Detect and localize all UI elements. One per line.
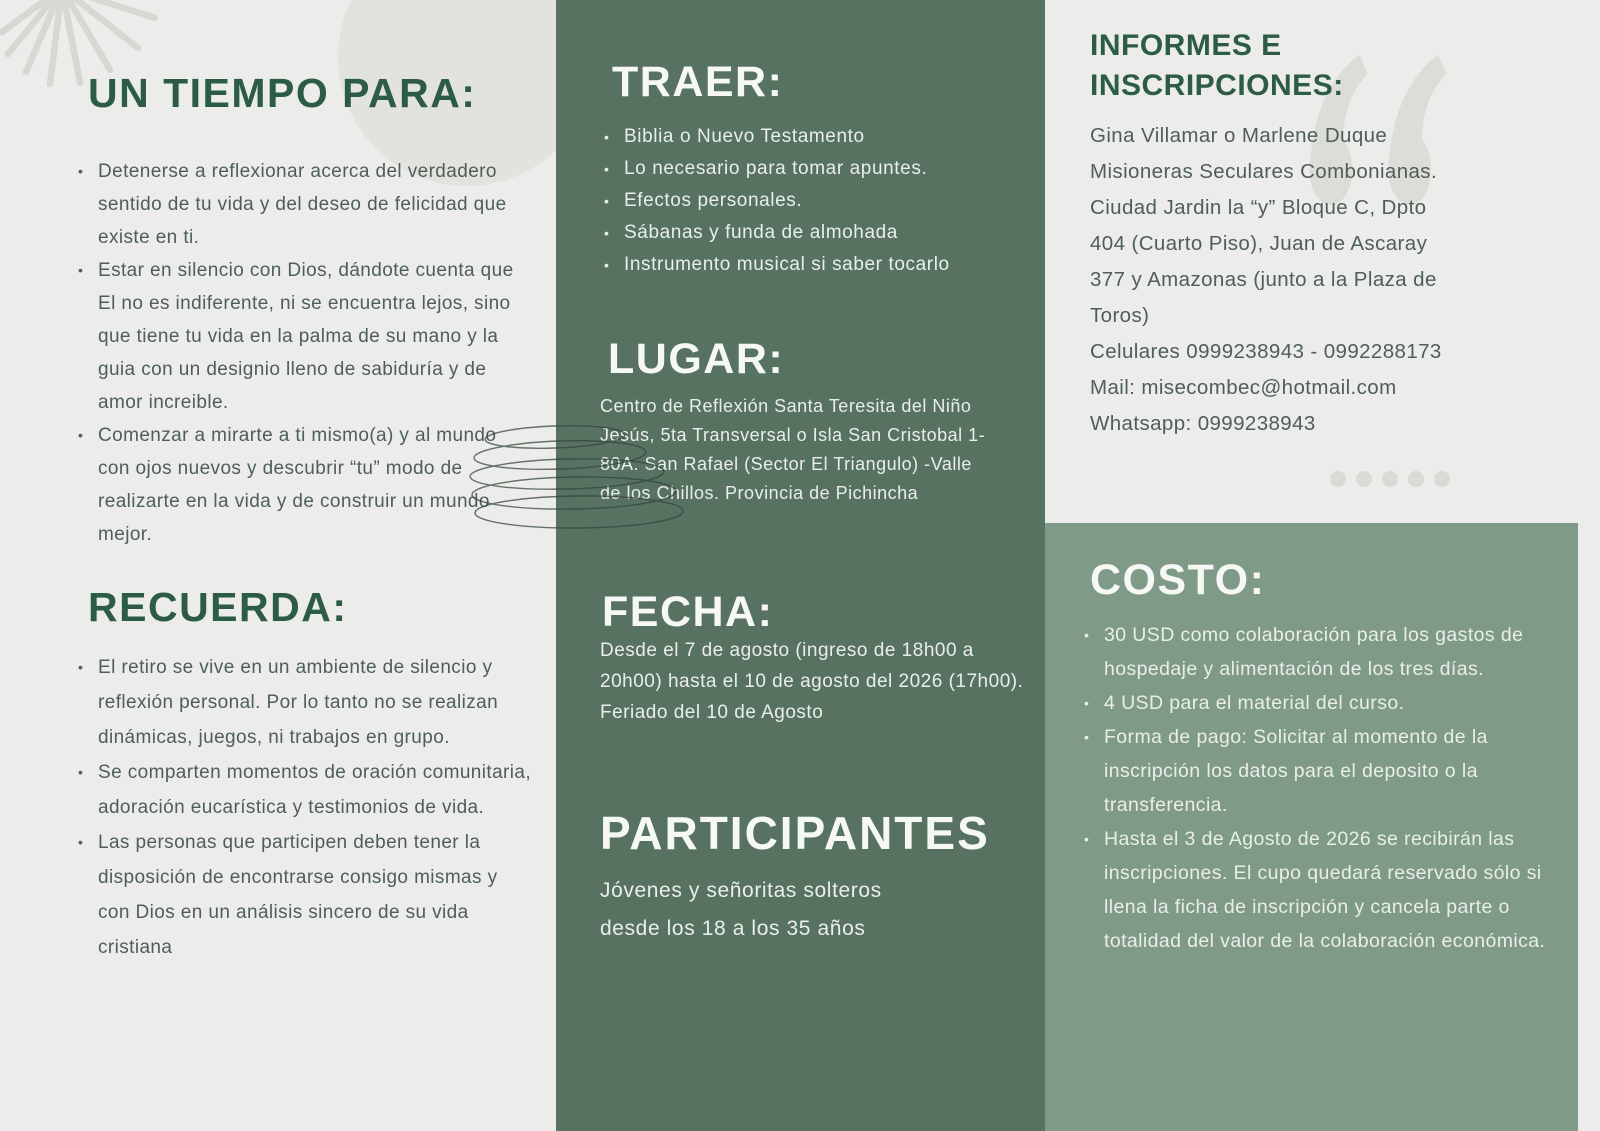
section-title-participantes: PARTICIPANTES [600,807,990,859]
lugar-text [600,392,1040,508]
bullet-item: • Efectos personales. [602,185,1032,217]
bullet-item: • Biblia o Nuevo Testamento [602,121,1032,153]
section-title-costo: COSTO: [1090,556,1266,604]
dots-decoration [1330,471,1450,487]
section-title-un-tiempo-para: UN TIEMPO PARA: [88,70,477,116]
dot-icon [1382,471,1398,487]
informes-line-mail: Mail: misecombec@hotmail.com [1090,376,1397,399]
recuerda-bullet-list [76,650,534,965]
dot-icon [1434,471,1450,487]
dot-icon [1356,471,1372,487]
bullet-item: • Las personas que participen deben tener la disposición de encontrarse consigo mismas y con Dios en un análisis sincero de su vida cristiana [76,825,534,965]
bullet-item: • Estar en silencio con Dios, dándote cuenta que El no es indiferente, ni se encuentra lejos, sino que tiene tu vida en la palma de su mano y la guia con un designio lleno de sabiduría y de amor increible. [76,254,528,419]
section-title-lugar: LUGAR: [608,335,785,383]
bullet-item: • Sábanas y funda de almohada [602,217,1032,249]
informes-line: 404 (Cuarto Piso), Juan de Ascaray [1090,232,1428,255]
traer-bullet-list [602,121,1032,281]
bullet-item: • Instrumento musical si saber tocarlo [602,249,1032,281]
informes-line-whatsapp: Whatsapp: 0999238943 [1090,412,1316,435]
bullet-item: • 30 USD como colaboración para los gastos de hospedaje y alimentación de los tres días. [1082,618,1554,686]
section-title-recuerda: RECUERDA: [88,584,348,630]
informes-line: Ciudad Jardin la “y” Bloque C, Dpto [1090,196,1427,219]
costo-bullet-list [1082,618,1554,958]
bullet-item: • Detenerse a reflexionar acerca del verdadero sentido de tu vida y del deseo de felicidad que existe en ti. [76,155,528,254]
informes-line-phones: Celulares 0999238943 - 0992288173 [1090,340,1442,363]
section-title-fecha: FECHA: [602,588,774,636]
informes-line: Toros) [1090,304,1150,327]
fecha-line: 20h00) hasta el 10 de agosto del 2026 (17h00). [600,671,1024,692]
informes-line: Misioneras Seculares Combonianas. [1090,160,1438,183]
tiempo-bullet-list [76,155,528,551]
informes-line: Gina Villamar o Marlene Duque [1090,124,1388,147]
section-title-traer: TRAER: [612,58,784,106]
bullet-item: • Se comparten momentos de oración comunitaria, adoración eucarística y testimonios de vida. [76,755,534,825]
bullet-item: • Comenzar a mirarte a ti mismo(a) y al mundo con ojos nuevos y descubrir “tu” modo de realizarte en la vida y de construir un mundo mejor. [76,419,528,551]
participantes-text [600,872,1020,948]
bullet-item: • Hasta el 3 de Agosto de 2026 se recibirán las inscripciones. El cupo quedará reservado sólo si llena la ficha de inscripción y cancela parte o totalidad del valor de la colaboración económica. [1082,822,1554,958]
informes-title-line: INFORMES E [1090,29,1282,62]
fecha-line: Feriado del 10 de Agosto [600,702,824,723]
participantes-line: desde los 18 a los 35 años [600,917,866,940]
informes-line: 377 y Amazonas (junto a la Plaza de [1090,268,1437,291]
dot-icon [1408,471,1424,487]
bullet-item: • Lo necesario para tomar apuntes. [602,153,1032,185]
lugar-line: Centro de Reflexión Santa Teresita del Niño [600,396,972,416]
informes-contact-text [1090,118,1550,442]
lugar-line: 80A. San Rafael (Sector El Triangulo) -Valle [600,454,972,474]
bullet-item: • 4 USD para el material del curso. [1082,686,1554,720]
lugar-line: Jesús, 5ta Transversal o Isla San Cristobal 1- [600,425,986,445]
participantes-line: Jóvenes y señoritas solteros [600,879,882,902]
lugar-line: de los Chillos. Provincia de Pichincha [600,483,919,503]
informes-title-line: INSCRIPCIONES: [1090,69,1344,102]
dot-icon [1330,471,1346,487]
bullet-item: • El retiro se vive en un ambiente de silencio y reflexión personal. Por lo tanto no se realizan dinámicas, juegos, ni trabajos en grupo. [76,650,534,755]
section-title-informes [1090,26,1344,106]
fecha-text [600,635,1050,728]
bullet-item: • Forma de pago: Solicitar al momento de la inscripción los datos para el deposito o la transferencia. [1082,720,1554,822]
fecha-line: Desde el 7 de agosto (ingreso de 18h00 a [600,640,974,661]
